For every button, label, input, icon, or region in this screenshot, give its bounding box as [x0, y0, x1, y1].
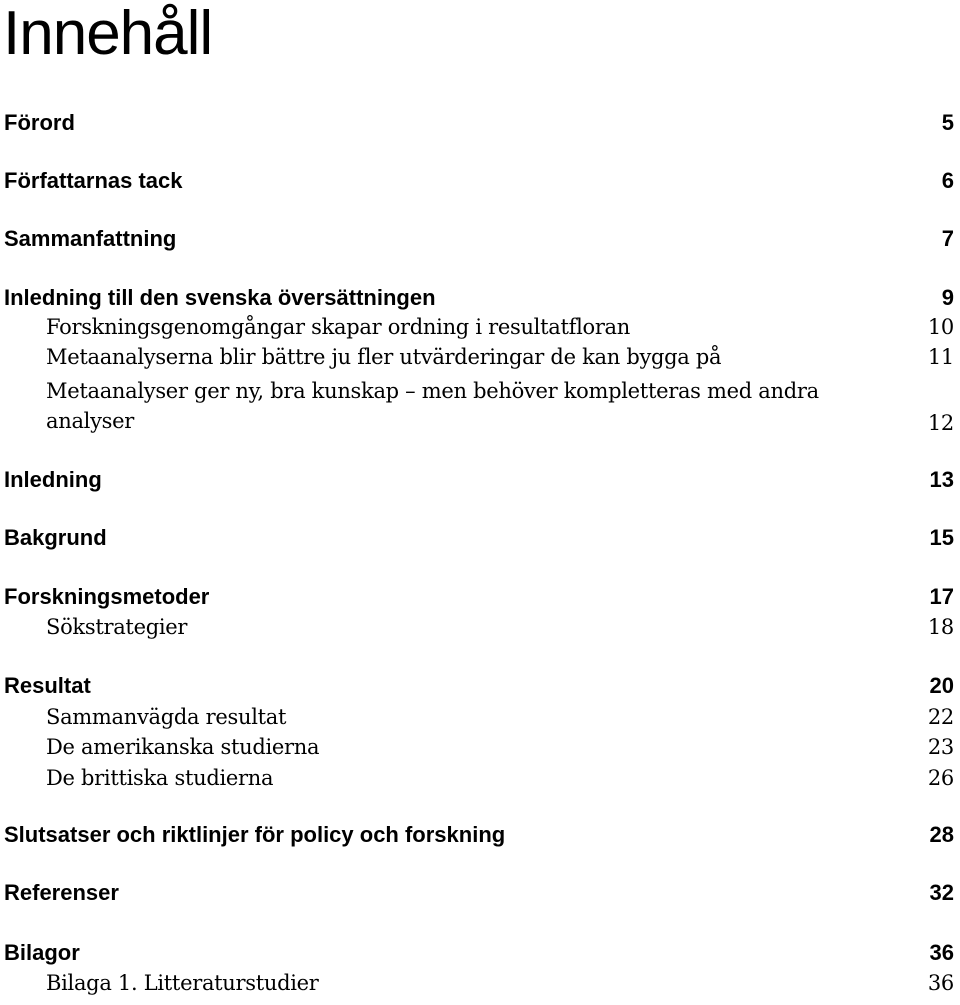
toc-page-number: 36 [929, 940, 954, 965]
toc-page-number: 7 [941, 226, 954, 251]
toc-page-number: 20 [929, 673, 954, 698]
toc-section-label: De amerikanska studierna [46, 735, 320, 759]
toc-page-number: 28 [929, 822, 954, 847]
toc-page-number: 23 [927, 735, 954, 759]
toc-page-number: 5 [941, 110, 954, 135]
toc-page-number: 22 [927, 705, 954, 729]
toc-page-number: 17 [929, 584, 954, 609]
toc-page-number: 18 [927, 615, 954, 639]
page-title: Innehåll [3, 0, 213, 68]
toc-chapter-label: Forskningsmetoder [4, 584, 210, 609]
toc-chapter-label: Resultat [4, 673, 91, 698]
toc-section-label: Metaanalyserna blir bättre ju fler utvärderingar de kan bygga på [46, 345, 722, 369]
toc-page-number: 32 [929, 880, 954, 905]
toc-page-number: 6 [941, 168, 954, 193]
toc-chapter-label: Bakgrund [4, 525, 107, 550]
toc-page-number: 12 [927, 411, 954, 435]
toc-page-number: 11 [927, 345, 954, 369]
toc-chapter-label: Inledning till den svenska översättningen [4, 285, 436, 310]
toc-section-label: Bilaga 1. Litteraturstudier [46, 971, 319, 995]
toc-page-number: 13 [929, 467, 954, 492]
toc-section-label: Sammanvägda resultat [46, 705, 287, 729]
toc-page-number: 26 [927, 766, 954, 790]
toc-page-number: 36 [927, 971, 954, 995]
toc-page-number: 9 [941, 285, 954, 310]
toc-chapter-label: Förord [4, 110, 75, 135]
toc-chapter-label: Inledning [4, 467, 102, 492]
toc-section-label: De brittiska studierna [46, 766, 274, 790]
toc-chapter-label: Slutsatser och riktlinjer för policy och forskning [4, 822, 506, 847]
toc-chapter-label: Sammanfattning [4, 226, 177, 251]
toc-page-number: 15 [929, 525, 954, 550]
toc-page-number: 10 [927, 315, 954, 339]
toc-chapter-label: Bilagor [4, 940, 80, 965]
toc-chapter-label: Författarnas tack [4, 168, 183, 193]
toc-chapter-label: Referenser [4, 880, 119, 905]
toc-section-label: Forskningsgenomgångar skapar ordning i resultatfloran [46, 315, 631, 339]
toc-section-label: Sökstrategier [46, 615, 188, 639]
toc-section-label: Metaanalyser ger ny, bra kunskap – men behöver kompletteras med andra analyser [46, 379, 819, 433]
